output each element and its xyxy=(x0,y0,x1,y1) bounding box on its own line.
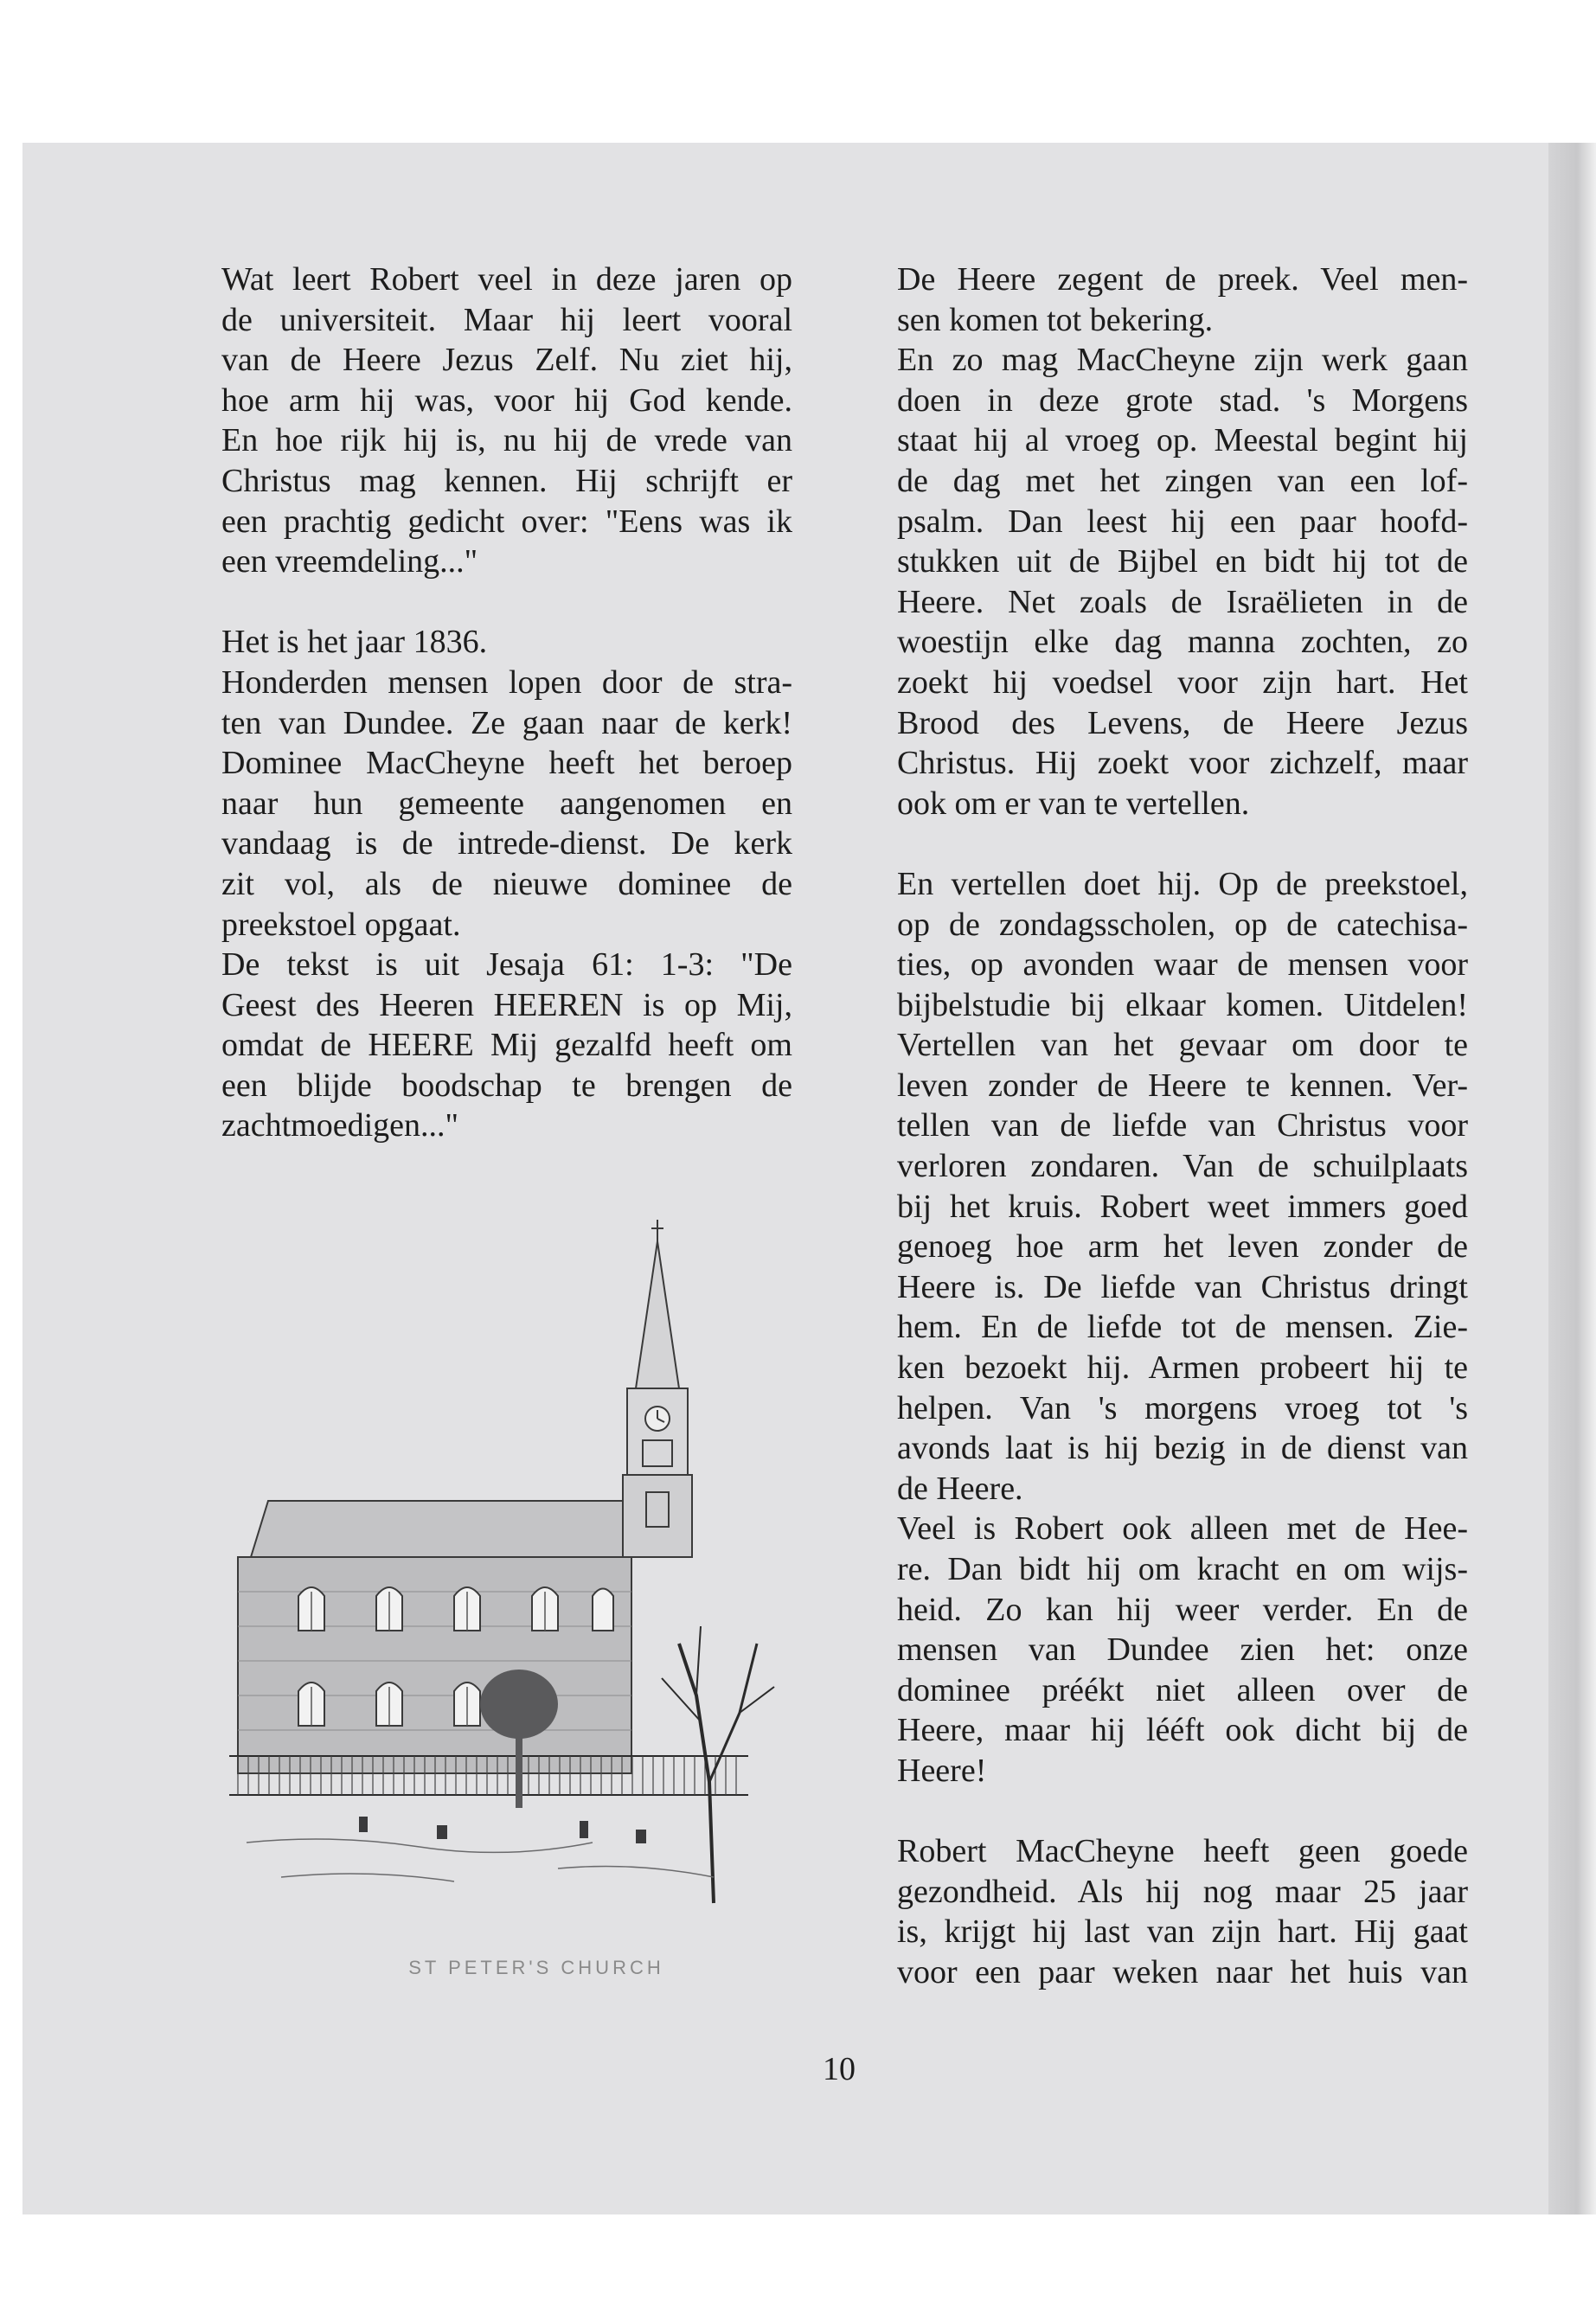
text-line: helpen. Van 's morgens vroeg tot 's xyxy=(897,1389,1468,1426)
text-line: omdat de HEERE Mij gezalfd heeft om xyxy=(221,1027,792,1064)
text-line: is, krijgt hij last van zijn hart. Hij gaat xyxy=(897,1913,1468,1951)
paragraph xyxy=(897,1831,1468,1992)
text-line: Vertellen van het gevaar om door te xyxy=(897,1027,1468,1064)
text-line: En zo mag MacCheyne zijn werk gaan xyxy=(897,342,1468,379)
window xyxy=(593,1589,613,1631)
text-line: avonds laat is hij bezig in de dienst van xyxy=(897,1430,1468,1467)
text-line: En hoe rijk hij is, nu hij de vrede van xyxy=(221,422,792,459)
text-line: een prachtig gedicht over: "Eens was ik xyxy=(221,503,792,540)
text-line: genoeg hoe arm het leven zonder de xyxy=(897,1228,1468,1266)
text-line: Christus. Hij zoekt voor zichzelf, maar xyxy=(897,745,1468,782)
text-line: zit vol, als de nieuwe dominee de xyxy=(221,865,792,902)
text-line: op de zondagsscholen, op de catechisa- xyxy=(897,906,1468,943)
paragraph xyxy=(221,622,792,1146)
illustration-caption: ST PETER'S CHURCH xyxy=(408,1957,664,1978)
text-line: En vertellen doet hij. Op de preekstoel, xyxy=(897,865,1468,902)
text-line: voor een paar weken naar het huis van xyxy=(897,1953,1468,1990)
gravestone xyxy=(636,1830,646,1843)
church-roof xyxy=(251,1501,623,1557)
text-line: hoe arm hij was, voor hij God kende. xyxy=(221,381,792,419)
text-line: preekstoel opgaat. xyxy=(221,906,461,943)
paragraph xyxy=(897,864,1468,1791)
text-line: Robert MacCheyne heeft geen goede xyxy=(897,1833,1468,1870)
text-line: De Heere zegent de preek. Veel men- xyxy=(897,261,1468,298)
text-line: ook om er van te vertellen. xyxy=(897,785,1250,822)
paragraph xyxy=(897,260,1468,824)
gravestone xyxy=(437,1825,447,1839)
text-line: hem. En de liefde tot de mensen. Zie- xyxy=(897,1309,1468,1346)
text-line: Heere is. De liefde van Christus dringt xyxy=(897,1268,1468,1305)
text-line: woestijn elke dag manna zochten, zo xyxy=(897,624,1468,661)
text-line: mensen van Dundee zien het: onze xyxy=(897,1631,1468,1669)
text-line: vandaag is de intrede-dienst. De kerk xyxy=(221,825,792,862)
gravestone xyxy=(580,1821,588,1838)
church-spire xyxy=(636,1241,679,1388)
text-line: leven zonder de Heere te kennen. Ver- xyxy=(897,1067,1468,1104)
text-line: Dominee MacCheyne heeft het beroep xyxy=(221,745,792,782)
paragraph-gap xyxy=(897,1791,1468,1832)
church-body xyxy=(238,1557,631,1773)
text-line: re. Dan bidt hij om kracht en om wijs- xyxy=(897,1551,1468,1587)
text-line: Brood des Levens, de Heere Jezus xyxy=(897,704,1468,741)
text-line: De tekst is uit Jesaja 61: 1-3: "De xyxy=(221,946,792,984)
page-number: 10 xyxy=(823,2051,856,2087)
text-line: ken bezoekt hij. Armen probeert hij te xyxy=(897,1349,1468,1387)
text-line: een blijde boodschap te brengen de xyxy=(221,1067,792,1104)
right-text-column xyxy=(897,260,1468,1993)
text-line: tellen van de liefde van Christus voor xyxy=(897,1107,1468,1144)
text-line: staat hij al vroeg op. Meestal begint hij xyxy=(897,422,1468,459)
text-line: Het is het jaar 1836. xyxy=(221,624,488,661)
text-line: de universiteit. Maar hij leert vooral xyxy=(221,301,792,338)
text-line: Heere. Net zoals de Israëlieten in de xyxy=(897,583,1468,620)
scan-margin-bottom xyxy=(0,2214,1596,2301)
text-line: een vreemdeling..." xyxy=(221,543,478,580)
text-line: bij het kruis. Robert weet immers goed xyxy=(897,1188,1468,1225)
text-line: naar hun gemeente aangenomen en xyxy=(221,785,792,822)
text-line: stukken uit de Bijbel en bidt hij tot de xyxy=(897,543,1468,580)
gravestone xyxy=(359,1817,368,1832)
text-line: de dag met het zingen van een lof- xyxy=(897,462,1468,499)
text-line: dominee préékt niet alleen over de xyxy=(897,1671,1468,1708)
paragraph-gap xyxy=(897,824,1468,864)
page-edge-shadow xyxy=(1548,143,1596,2214)
text-line: ten van Dundee. Ze gaan naar de kerk! xyxy=(221,704,792,741)
text-line: Honderden mensen lopen door de stra- xyxy=(221,663,792,701)
text-line: Geest des Heeren HEEREN is op Mij, xyxy=(221,986,792,1023)
text-line: van de Heere Jezus Zelf. Nu ziet hij, xyxy=(221,342,792,379)
text-line: Wat leert Robert veel in deze jaren op xyxy=(221,261,792,298)
text-line: Heere, maar hij lééft ook dicht bij de xyxy=(897,1712,1468,1749)
text-line: doen in deze grote stad. 's Morgens xyxy=(897,381,1468,419)
paragraph xyxy=(221,260,792,582)
text-line: gezondheid. Als hij nog maar 25 jaar xyxy=(897,1873,1468,1910)
text-line: Christus mag kennen. Hij schrijft er xyxy=(221,462,792,499)
text-line: de Heere. xyxy=(897,1470,1023,1507)
church-illustration xyxy=(229,1159,835,1964)
text-line: zoekt hij voedsel voor zijn hart. Het xyxy=(897,663,1468,701)
paragraph-gap xyxy=(221,582,792,623)
text-line: zachtmoedigen..." xyxy=(221,1107,459,1144)
text-line: ties, op avonden waar de mensen voor xyxy=(897,946,1468,984)
text-line: heid. Zo kan hij weer verder. En de xyxy=(897,1591,1468,1628)
bare-tree xyxy=(662,1626,774,1903)
text-line: verloren zondaren. Van de schuilplaats xyxy=(897,1148,1468,1185)
text-line: psalm. Dan leest hij een paar hoofd- xyxy=(897,503,1468,540)
text-line: bijbelstudie bij elkaar komen. Uitdelen! xyxy=(897,986,1468,1023)
text-line: Veel is Robert ook alleen met de Hee- xyxy=(897,1510,1468,1548)
left-text-column xyxy=(221,260,792,1146)
text-line: Heere! xyxy=(897,1752,987,1789)
scan-margin-top xyxy=(0,0,1596,93)
text-line: sen komen tot bekering. xyxy=(897,301,1214,338)
